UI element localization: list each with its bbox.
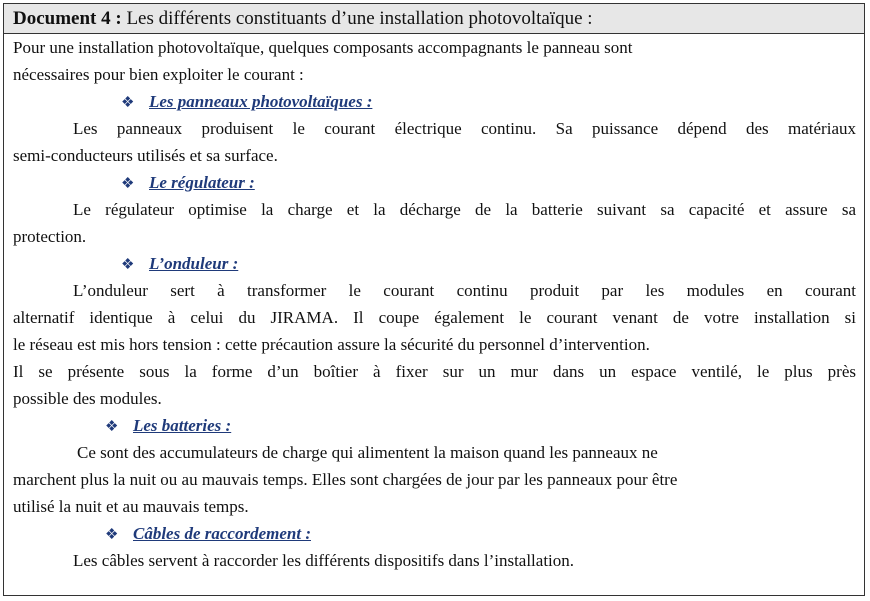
- heading-text: Le régulateur :: [149, 173, 255, 192]
- diamond-bullet-icon: ❖: [105, 527, 119, 543]
- diamond-bullet-icon: ❖: [121, 176, 135, 192]
- heading-text: Câbles de raccordement :: [133, 524, 311, 543]
- intro-line: Pour une installation photovoltaïque, quelques composants accompagnants le panneau sont: [13, 38, 633, 57]
- intro-line: nécessaires pour bien exploiter le courant :: [13, 65, 304, 84]
- heading-text: Les batteries :: [133, 416, 232, 435]
- heading-text: L’onduleur :: [149, 254, 239, 273]
- paragraph-line: Les panneaux produisent le courant électrique continu. Sa puissance dépend des matériaux: [73, 119, 856, 138]
- document-title: [4, 4, 864, 34]
- paragraph-line: protection.: [13, 227, 87, 246]
- paragraph-line: L’onduleur sert à transformer le courant continu produit par les modules en courant: [73, 281, 856, 300]
- paragraph-line: alternatif identique à celui du JIRAMA. Il coupe également le courant venant de votre installation si: [13, 308, 856, 327]
- paragraph-line: utilisé la nuit et au mauvais temps.: [13, 497, 249, 516]
- title-text: Les différents constituants d’une installation photovoltaïque :: [121, 8, 593, 29]
- paragraph-line: semi-conducteurs utilisés et sa surface.: [13, 146, 278, 165]
- section-heading: [13, 520, 856, 547]
- paragraph-line: le réseau est mis hors tension : cette précaution assure la sécurité du personnel d’intervention.: [13, 335, 650, 354]
- section-heading: [13, 250, 856, 277]
- diamond-bullet-icon: ❖: [121, 95, 135, 111]
- diamond-bullet-icon: ❖: [121, 257, 135, 273]
- paragraph-line: Les câbles servent à raccorder les différents dispositifs dans l’installation.: [73, 551, 575, 570]
- section-heading: [13, 169, 856, 196]
- diamond-bullet-icon: ❖: [105, 419, 119, 435]
- section-heading: [13, 88, 856, 115]
- document-body: [4, 34, 864, 574]
- heading-text: Les panneaux photovoltaïques :: [149, 92, 373, 111]
- title-label: Document 4 :: [13, 8, 122, 29]
- section-heading: [13, 412, 856, 439]
- paragraph-line: possible des modules.: [13, 389, 162, 408]
- paragraph-line: Ce sont des accumulateurs de charge qui alimentent la maison quand les panneaux ne: [77, 443, 658, 462]
- document-frame: [3, 3, 865, 596]
- paragraph-line: marchent plus la nuit ou au mauvais temps. Elles sont chargées de jour par les panneaux pour être: [13, 470, 678, 489]
- paragraph-line: Il se présente sous la forme d’un boîtier à fixer sur un mur dans un espace ventilé, le plus près: [13, 362, 856, 381]
- paragraph-line: Le régulateur optimise la charge et la décharge de la batterie suivant sa capacité et assure sa: [73, 200, 856, 219]
